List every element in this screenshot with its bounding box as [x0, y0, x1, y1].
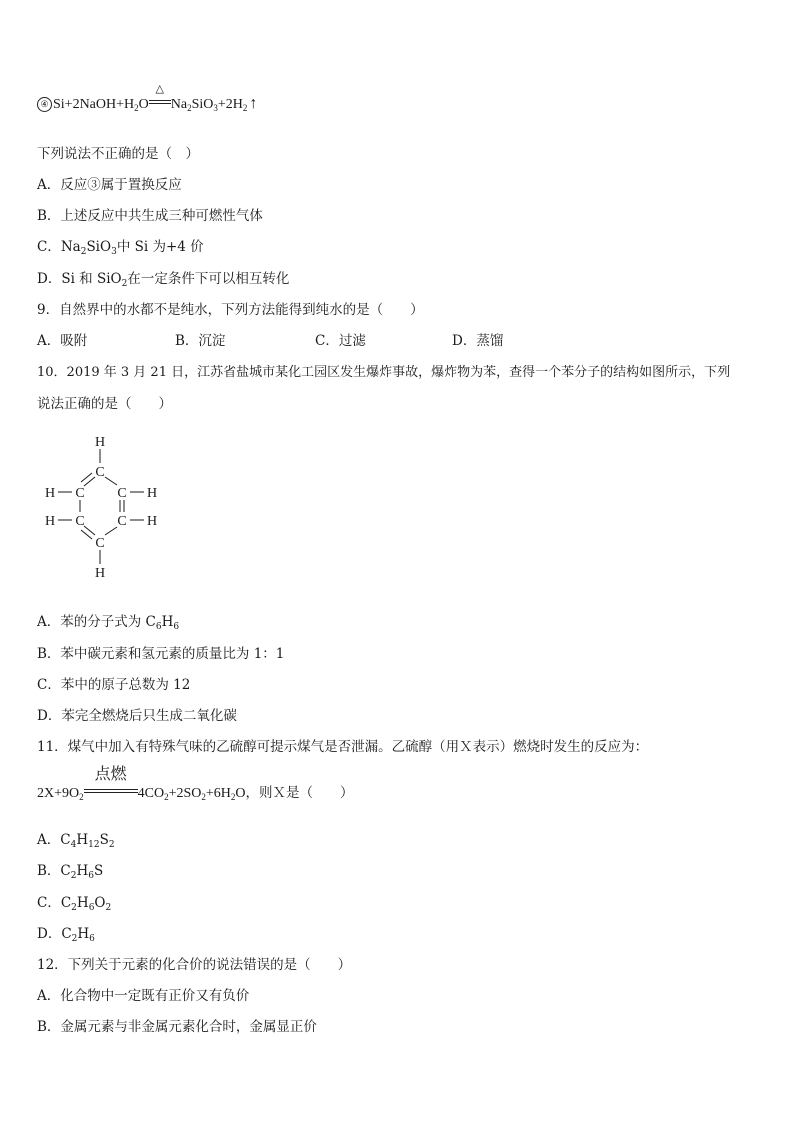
q12-option-a: A．化合物中一定既有正价又有负价 — [37, 988, 250, 1004]
equation-products: $Na_2SiO_3+2H_2$ ↑ — [170, 95, 258, 113]
benzene-structure-diagram — [38, 428, 168, 588]
atom-c-top: C — [95, 465, 105, 480]
q9-option-c: C．过滤 — [315, 333, 366, 349]
q11-stem: 11．煤气中加入有特殊气味的乙硫醇可提示煤气是否泄漏。乙硫醇（用Ｘ表示）燃烧时发生的反应为： — [37, 739, 649, 755]
ignition-condition-sign: 点燃 — [84, 785, 138, 803]
atom-c-right-upper: C — [117, 486, 127, 501]
q12-option-b: B．金属元素与非金属元素化合时，金属显正价 — [37, 1019, 317, 1035]
atom-c-bottom: C — [95, 536, 105, 551]
heating-condition-sign: △ — [149, 96, 171, 114]
q11-option-c: C．$C_2H_6O_2$ — [37, 895, 112, 913]
gas-arrow-icon: ↑ — [249, 95, 258, 112]
q10-option-d: D．苯完全燃烧后只生成二氧化碳 — [37, 708, 237, 724]
q9-option-d: D．蒸馏 — [452, 333, 504, 349]
equation-marker: ④ — [37, 97, 52, 112]
q11-option-a: A．$C_4H_{12}S_2$ — [37, 832, 115, 850]
q8-option-c: C．$Na_2SiO_3$中 Si 为+4 价 — [37, 239, 204, 257]
bond-c-top-c-right-upper — [105, 477, 117, 485]
atom-c-left-upper: C — [75, 486, 85, 501]
atom-h-right-upper: H — [146, 486, 158, 501]
atom-h-left-upper: H — [44, 486, 56, 501]
q9-options — [37, 332, 503, 350]
q11-option-d: D．$C_2H_6$ — [37, 926, 95, 944]
q10-option-c: C．苯中的原子总数为 12 — [37, 677, 191, 693]
q10-option-a: A．苯的分子式为 $C_6H_6$ — [37, 614, 180, 632]
equation-4 — [37, 83, 258, 114]
q11-equation: $2X+9O_2$ 点燃 $4CO_2+2SO_2+6H_2O$，则Ｘ是（ ） — [37, 764, 354, 802]
equation-reactants: $Si+2NaOH+H_2O$ — [53, 97, 149, 113]
q9-option-a: A．吸附 — [37, 333, 88, 349]
q11-option-b: B．$C_2H_6S$ — [37, 863, 104, 881]
q10-stem-line-1: 10．2019 年 3 月 21 日，江苏省盐城市某化工园区发生爆炸事故，爆炸物为苯，查得一个苯分子的结构如图所示，下列 — [37, 365, 731, 380]
atom-h-bottom: H — [94, 566, 106, 581]
q8-option-b: B．上述反应中共生成三种可燃性气体 — [37, 208, 263, 224]
q9-stem: 9．自然界中的水都不是纯水，下列方法能得到纯水的是（ ） — [37, 302, 424, 318]
q8-option-d: D．Si 和 SiO$_2$在一定条件下可以相互转化 — [37, 271, 290, 289]
q10-stem-line-2: 说法正确的是（ ） — [37, 396, 172, 412]
atom-h-top: H — [94, 435, 106, 450]
atom-h-right-lower: H — [146, 514, 158, 529]
q8-stem: 下列说法不正确的是（ ） — [37, 146, 199, 162]
q12-stem: 12．下列关于元素的化合价的说法错误的是（ ） — [37, 957, 352, 973]
q8-option-a: A．反应③属于置换反应 — [37, 177, 182, 193]
atom-c-right-lower: C — [117, 514, 127, 529]
q11-question-tail: ，则Ｘ是（ ） — [245, 785, 354, 801]
q10-option-b: B．苯中碳元素和氢元素的质量比为 1：1 — [37, 646, 285, 662]
bond-c-right-lower-c-bottom — [105, 527, 117, 535]
atom-c-left-lower: C — [75, 514, 85, 529]
q9-option-b: B．沉淀 — [175, 333, 226, 349]
atom-h-left-lower: H — [44, 514, 56, 529]
